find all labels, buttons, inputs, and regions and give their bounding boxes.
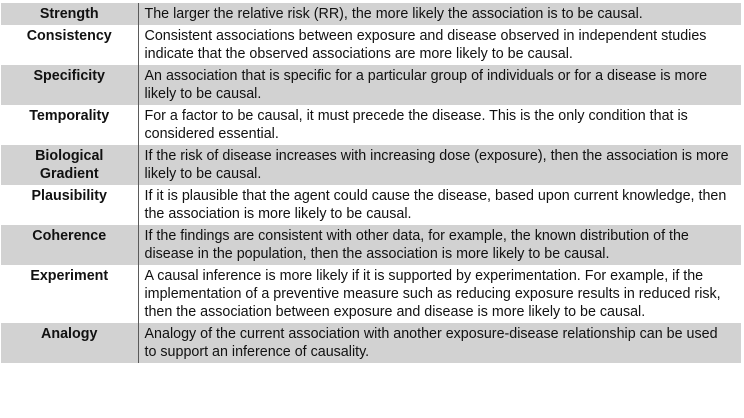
criterion-description: An association that is specific for a particular group of individuals or for a disease is more likely to be causal. [144, 68, 708, 102]
criterion-term: Plausibility [1, 185, 138, 225]
criterion-term: Strength [1, 3, 138, 25]
criterion-description: For a factor to be causal, it must precede the disease. This is the only condition that is considered essential. [144, 108, 688, 142]
criterion-description: Consistent associations between exposure and disease observed in independent studies indicate that the observed associations are more likely to be causal. [144, 28, 707, 62]
table-row [1, 65, 741, 105]
criteria-table-body [1, 3, 741, 363]
criterion-description: The larger the relative risk (RR), the more likely the association is to be causal. [144, 6, 643, 22]
table-row [1, 265, 741, 323]
table-row [1, 185, 741, 225]
criterion-term: Consistency [1, 25, 138, 65]
table-row [1, 323, 741, 363]
criterion-term: Temporality [1, 105, 138, 145]
criterion-term: Coherence [1, 225, 138, 265]
table-row [1, 3, 741, 25]
criterion-description: If the risk of disease increases with increasing dose (exposure), then the association is more likely to be causal. [144, 148, 729, 182]
criteria-table [1, 3, 741, 363]
criterion-description: If it is plausible that the agent could cause the disease, based upon current knowledge, then the association is more likely to be causal. [144, 188, 727, 222]
criterion-term: Analogy [1, 323, 138, 363]
criterion-description: Analogy of the current association with another exposure-disease relationship can be used to support an inference of causality. [144, 326, 718, 360]
table-row [1, 105, 741, 145]
criterion-description: A causal inference is more likely if it is supported by experimentation. For example, if the implementation of a preventive measure such as reducing exposure results in reduced risk, then the association between exposure and disease is more likely to be causal. [144, 268, 721, 320]
criterion-term: Specificity [1, 65, 138, 105]
criterion-term: Experiment [1, 265, 138, 323]
table-row [1, 225, 741, 265]
criterion-term: Biological Gradient [1, 145, 138, 185]
criterion-description: If the findings are consistent with other data, for example, the known distribution of the disease in the population, then the association is more likely to be causal. [144, 228, 689, 262]
table-row [1, 25, 741, 65]
table-row [1, 145, 741, 185]
